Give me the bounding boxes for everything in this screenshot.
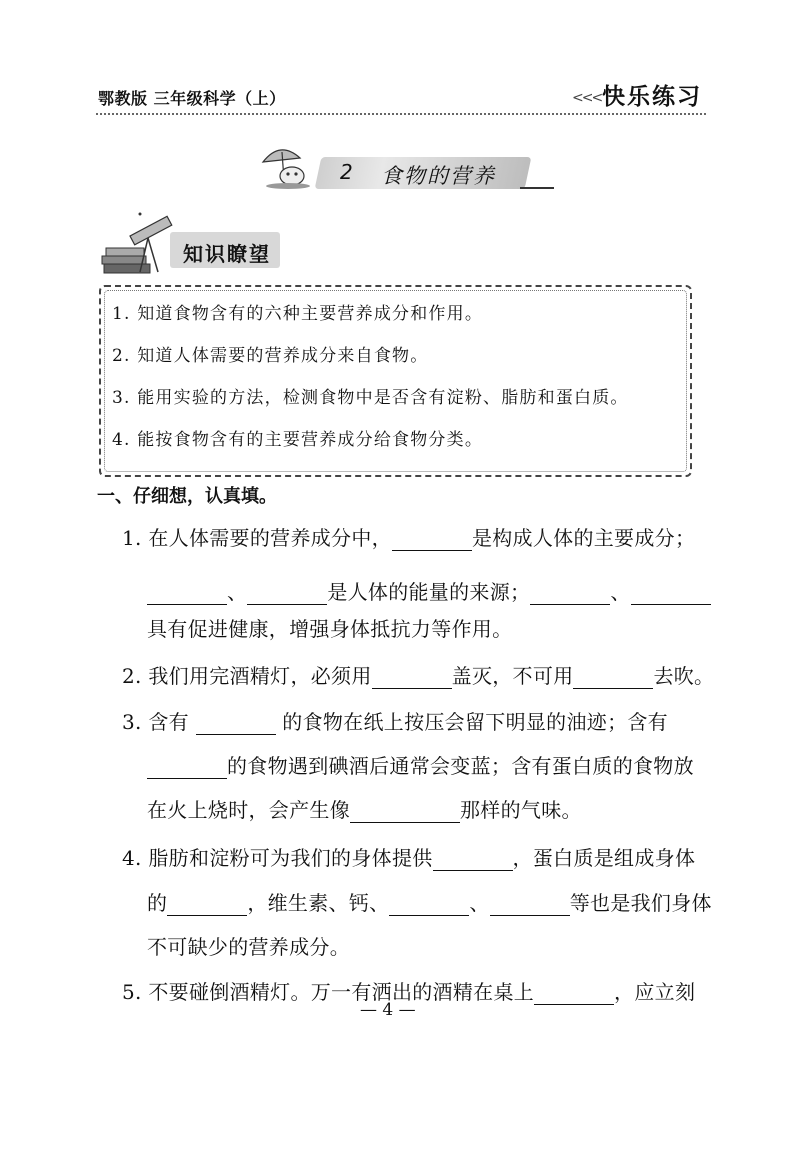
objective-item: 2. 知道人体需要的营养成分来自食物。 xyxy=(112,346,429,366)
exercise-heading: 一、仔细想，认真填。 xyxy=(97,486,277,507)
lesson-number: 2 xyxy=(340,160,353,184)
question-2-line-1 xyxy=(122,660,714,689)
answer-blank[interactable] xyxy=(247,583,327,605)
answer-blank[interactable] xyxy=(389,894,469,916)
question-text: 等也是我们身体 xyxy=(569,891,712,915)
answer-blank[interactable] xyxy=(490,894,570,916)
question-text: 4. 脂肪和淀粉可为我们的身体提供 xyxy=(122,846,433,870)
book-series-label: 鄂教版 三年级科学（上） xyxy=(98,89,286,108)
answer-blank[interactable] xyxy=(196,713,276,735)
question-text: ，应立刻 xyxy=(614,980,696,1004)
question-text: ，蛋白质是组成身体 xyxy=(512,846,696,870)
answer-blank[interactable] xyxy=(433,849,513,871)
objective-item: 1. 知道食物含有的六种主要营养成分和作用。 xyxy=(112,304,484,324)
question-1-line-2 xyxy=(147,576,711,605)
answer-blank[interactable] xyxy=(392,529,472,551)
question-text: 、 xyxy=(227,580,248,604)
question-text: 2. 我们用完酒精灯，必须用 xyxy=(122,664,372,688)
question-4-line-2 xyxy=(147,887,712,916)
question-text: 在火上烧时，会产生像 xyxy=(147,798,350,822)
question-text: ，维生素、钙、 xyxy=(247,891,390,915)
section-banner-title: 知识瞭望 xyxy=(183,242,271,266)
answer-blank[interactable] xyxy=(534,983,614,1005)
objective-item: 4. 能按食物含有的主要营养成分给食物分类。 xyxy=(112,430,484,450)
mascot-umbrella-icon xyxy=(258,140,318,190)
question-4-line-1 xyxy=(122,842,695,871)
answer-blank[interactable] xyxy=(631,583,711,605)
question-3-line-2 xyxy=(147,750,694,779)
practice-title: 快乐练习 xyxy=(602,84,702,110)
question-text: 去吹。 xyxy=(653,664,715,688)
answer-blank[interactable] xyxy=(573,667,653,689)
objective-item: 3. 能用实验的方法，检测食物中是否含有淀粉、脂肪和蛋白质。 xyxy=(112,388,629,408)
question-1-line-1 xyxy=(122,522,695,551)
question-text: 、 xyxy=(469,891,490,915)
question-3-line-1 xyxy=(122,706,668,735)
question-text: 盖灭，不可用 xyxy=(451,664,574,688)
header-divider xyxy=(96,113,706,115)
answer-blank[interactable] xyxy=(350,801,460,823)
answer-blank[interactable] xyxy=(167,894,247,916)
question-text: 的食物遇到碘酒后通常会变蓝；含有蛋白质的食物放 xyxy=(227,754,694,778)
lesson-title: 食物的营养 xyxy=(381,164,496,188)
question-text: 5. 不要碰倒酒精灯。万一有洒出的酒精在桌上 xyxy=(122,980,535,1004)
answer-blank[interactable] xyxy=(372,667,452,689)
answer-blank[interactable] xyxy=(147,757,227,779)
question-1-line-3: 具有促进健康，增强身体抵抗力等作用。 xyxy=(147,617,513,641)
chevron-left-icon: <<< xyxy=(572,90,602,106)
question-text: 的食物在纸上按压会留下明显的油迹；含有 xyxy=(275,710,668,734)
answer-blank[interactable] xyxy=(530,583,610,605)
lesson-title-underline xyxy=(520,187,554,189)
question-text: 3. 含有 xyxy=(122,710,196,734)
question-text: 1. 在人体需要的营养成分中， xyxy=(122,526,392,550)
page-number: — 4 — xyxy=(360,1000,416,1020)
question-3-line-3 xyxy=(147,794,582,823)
answer-blank[interactable] xyxy=(147,583,227,605)
question-text: 是构成人体的主要成分； xyxy=(471,526,696,550)
question-text: 是人体的能量的来源； xyxy=(327,580,531,604)
question-text: 那样的气味。 xyxy=(460,798,582,822)
question-text: 、 xyxy=(610,580,631,604)
question-4-line-3: 不可缺少的营养成分。 xyxy=(147,935,350,959)
question-text: 的 xyxy=(147,891,168,915)
